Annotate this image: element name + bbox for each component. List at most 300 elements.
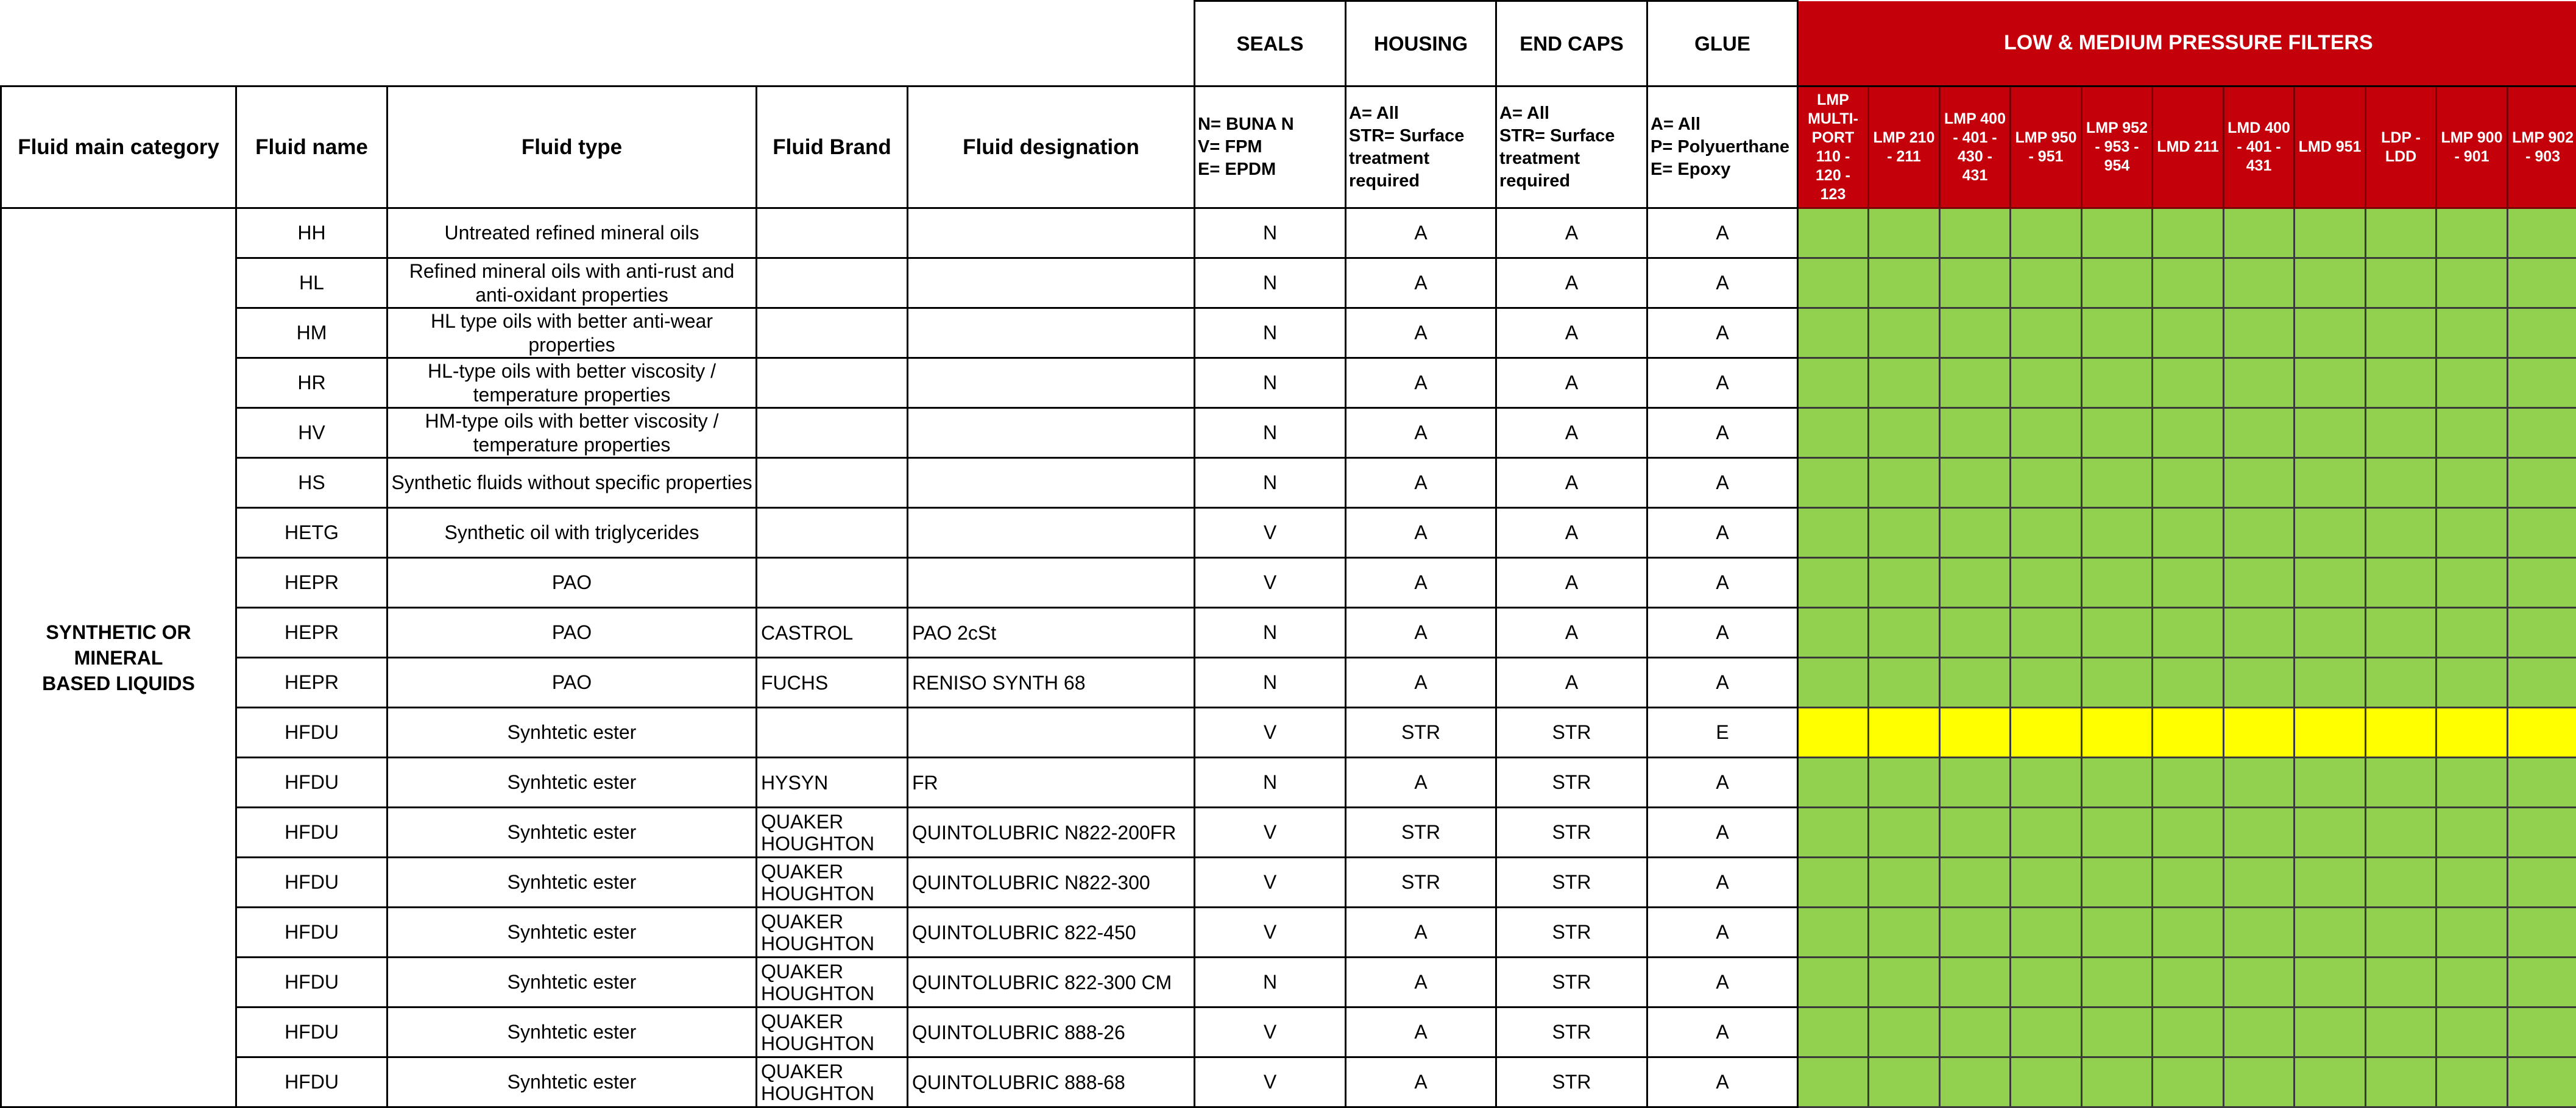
- compatibility-cell: [2082, 358, 2153, 408]
- cell-line: Synhtetic ester: [388, 721, 755, 744]
- compatibility-cell: [2153, 558, 2224, 608]
- fluid-brand-cell: [757, 808, 908, 858]
- legend-line: A= All: [1499, 102, 1646, 125]
- fluid-brand-cell: [757, 1057, 908, 1107]
- compatibility-cell: [1940, 408, 2011, 458]
- end-caps-cell: STR: [1496, 758, 1647, 808]
- fluid-name-cell: HFDU: [236, 1007, 387, 1057]
- compatibility-cell: [1869, 958, 1940, 1007]
- compatibility-cell: [2153, 858, 2224, 908]
- compatibility-cell: [2436, 608, 2508, 658]
- top-header-row: [1, 1, 2576, 86]
- cell-line: LMD 211: [2154, 138, 2221, 157]
- compatibility-cell: [1940, 908, 2011, 958]
- compatibility-cell: [2011, 558, 2082, 608]
- compatibility-cell: [1798, 458, 1869, 508]
- end-caps-cell: A: [1496, 408, 1647, 458]
- cell-line: LMP 900: [2438, 129, 2505, 147]
- compatibility-cell: [2224, 258, 2295, 308]
- fluid-type-cell: [387, 958, 757, 1007]
- fluid-brand-cell: [757, 608, 908, 658]
- legend-line: V= FPM: [1198, 136, 1345, 158]
- compatibility-cell: [2436, 258, 2508, 308]
- end-caps-cell: STR: [1496, 708, 1647, 758]
- filter-header-3: [1940, 86, 2011, 208]
- compatibility-cell: [2224, 308, 2295, 358]
- compatibility-cell: [2153, 1057, 2224, 1107]
- fluid-type-cell: [387, 1057, 757, 1107]
- fluid-brand-cell: [757, 758, 908, 808]
- seals-cell: V: [1195, 558, 1346, 608]
- compatibility-cell: [1940, 758, 2011, 808]
- compatibility-cell: [2011, 908, 2082, 958]
- cell-line: Synhtetic ester: [388, 771, 755, 794]
- compatibility-cell: [1798, 608, 1869, 658]
- cell-line: Synhtetic ester: [388, 820, 755, 844]
- fluid-type-cell: [387, 208, 757, 258]
- fluid-brand-cell: [757, 558, 908, 608]
- cell-line: LMP 950: [2012, 129, 2079, 147]
- cell-line: 431: [1942, 166, 2008, 185]
- cell-line: temperature properties: [388, 383, 755, 407]
- housing-cell: A: [1346, 558, 1496, 608]
- fluid-type-cell: [387, 858, 757, 908]
- housing-cell: STR: [1346, 708, 1496, 758]
- fluid-designation-cell: [908, 408, 1195, 458]
- cell-line: 123: [1800, 185, 1866, 204]
- fluid-type-cell: [387, 508, 757, 558]
- seals-cell: N: [1195, 758, 1346, 808]
- compatibility-cell: [1940, 958, 2011, 1007]
- end-caps-legend: [1496, 86, 1647, 208]
- fluid-name-cell: HEPR: [236, 608, 387, 658]
- compatibility-cell: [1940, 808, 2011, 858]
- legend-line: P= Polyuerthane: [1651, 136, 1797, 158]
- cell-line: MINERAL: [2, 645, 235, 671]
- legend-line: STR= Surface: [1349, 125, 1495, 147]
- filter-header-5: [2082, 86, 2153, 208]
- compatibility-cell: [2011, 608, 2082, 658]
- cell-line: Synhtetic ester: [388, 870, 755, 894]
- housing-cell: A: [1346, 458, 1496, 508]
- fluid-brand-cell: [757, 258, 908, 308]
- compatibility-cell: [1798, 358, 1869, 408]
- glue-cell: A: [1647, 958, 1798, 1007]
- cell-line: SYNTHETIC OR: [2, 619, 235, 645]
- compatibility-cell: [2295, 408, 2366, 458]
- compatibility-cell: [2224, 608, 2295, 658]
- compatibility-cell: [2011, 458, 2082, 508]
- compatibility-cell: [2011, 958, 2082, 1007]
- seals-legend: [1195, 86, 1346, 208]
- table-row: [1, 408, 2576, 458]
- compatibility-cell: [2082, 658, 2153, 708]
- housing-cell: A: [1346, 758, 1496, 808]
- compatibility-cell: [2295, 308, 2366, 358]
- housing-cell: A: [1346, 258, 1496, 308]
- fluid-type-cell: [387, 708, 757, 758]
- cell-line: Synhtetic ester: [388, 1070, 755, 1094]
- compatibility-cell: [1798, 1007, 1869, 1057]
- legend-line: required: [1349, 170, 1495, 192]
- compatibility-cell: [2153, 758, 2224, 808]
- compatibility-cell: [2153, 508, 2224, 558]
- compatibility-cell: [1869, 858, 1940, 908]
- table-row: [1, 608, 2576, 658]
- end-caps-cell: STR: [1496, 858, 1647, 908]
- filters-banner: LOW & MEDIUM PRESSURE FILTERS: [1798, 1, 2576, 86]
- compatibility-cell: [2436, 808, 2508, 858]
- compatibility-cell: [2436, 1057, 2508, 1107]
- cell-line: HOUGHTON: [761, 933, 907, 955]
- compatibility-cell: [1869, 658, 1940, 708]
- fluid-brand-header: Fluid Brand: [757, 86, 908, 208]
- housing-cell: A: [1346, 408, 1496, 458]
- fluid-type-cell: [387, 908, 757, 958]
- end-caps-cell: STR: [1496, 1007, 1647, 1057]
- compatibility-cell: [2153, 408, 2224, 458]
- glue-cell: A: [1647, 258, 1798, 308]
- compatibility-cell: [1869, 908, 1940, 958]
- fluid-brand-cell: [757, 308, 908, 358]
- compatibility-cell: [1798, 808, 1869, 858]
- fluid-designation-cell: [908, 208, 1195, 258]
- seals-cell: V: [1195, 1007, 1346, 1057]
- compatibility-cell: [1798, 858, 1869, 908]
- fluid-designation-cell: RENISO SYNTH 68: [908, 658, 1195, 708]
- compatibility-cell: [2011, 258, 2082, 308]
- housing-cell: STR: [1346, 858, 1496, 908]
- housing-cell: STR: [1346, 808, 1496, 858]
- seals-cell: V: [1195, 858, 1346, 908]
- fluid-type-cell: [387, 558, 757, 608]
- cell-line: PORT: [1800, 129, 1866, 147]
- compatibility-cell: [2508, 408, 2576, 458]
- compatibility-cell: [2436, 358, 2508, 408]
- end-caps-cell: A: [1496, 358, 1647, 408]
- fluid-name-cell: HFDU: [236, 858, 387, 908]
- compatibility-cell: [2366, 258, 2436, 308]
- compatibility-cell: [2224, 208, 2295, 258]
- compatibility-cell: [2011, 758, 2082, 808]
- compatibility-cell: [2224, 458, 2295, 508]
- compatibility-cell: [1940, 658, 2011, 708]
- cell-line: HOUGHTON: [761, 983, 907, 1004]
- housing-cell: A: [1346, 1007, 1496, 1057]
- compatibility-cell: [2508, 858, 2576, 908]
- fluid-type-header: Fluid type: [387, 86, 757, 208]
- fluid-designation-cell: [908, 258, 1195, 308]
- compatibility-cell: [2366, 358, 2436, 408]
- fluid-brand-cell: [757, 658, 908, 708]
- fluid-name-cell: HFDU: [236, 1057, 387, 1107]
- compatibility-cell: [2366, 808, 2436, 858]
- compatibility-cell: [1798, 408, 1869, 458]
- glue-cell: A: [1647, 358, 1798, 408]
- compatibility-cell: [2295, 908, 2366, 958]
- fluid-brand-cell: [757, 208, 908, 258]
- compatibility-cell: [2366, 1057, 2436, 1107]
- fluid-designation-header: Fluid designation: [908, 86, 1195, 208]
- cell-line: PAO: [388, 671, 755, 694]
- legend-line: STR= Surface: [1499, 125, 1646, 147]
- compatibility-cell: [2436, 1007, 2508, 1057]
- compatibility-cell: [1798, 958, 1869, 1007]
- fluid-name-cell: HS: [236, 458, 387, 508]
- glue-cell: A: [1647, 858, 1798, 908]
- cell-line: temperature properties: [388, 433, 755, 457]
- compatibility-cell: [2508, 658, 2576, 708]
- fluid-brand-cell: [757, 508, 908, 558]
- compatibility-cell: [2366, 758, 2436, 808]
- compatibility-cell: [2295, 1007, 2366, 1057]
- cell-line: - 951: [2012, 147, 2079, 166]
- filter-header-8: [2295, 86, 2366, 208]
- compatibility-cell: [2366, 958, 2436, 1007]
- compatibility-cell: [2366, 858, 2436, 908]
- compatibility-cell: [2295, 708, 2366, 758]
- compatibility-cell: [1869, 608, 1940, 658]
- legend-line: E= EPDM: [1198, 158, 1345, 181]
- cell-line: - 401 -: [2226, 138, 2292, 157]
- end-caps-cell: A: [1496, 258, 1647, 308]
- compatibility-cell: [1940, 1007, 2011, 1057]
- seals-cell: N: [1195, 308, 1346, 358]
- seals-cell: V: [1195, 508, 1346, 558]
- compatibility-cell: [2508, 608, 2576, 658]
- end-caps-cell: A: [1496, 508, 1647, 558]
- cell-line: LMP 952: [2084, 119, 2150, 138]
- fluid-name-cell: HFDU: [236, 958, 387, 1007]
- fluid-name-cell: HM: [236, 308, 387, 358]
- compatibility-cell: [2082, 408, 2153, 458]
- fluid-name-cell: HFDU: [236, 908, 387, 958]
- glue-cell: A: [1647, 1007, 1798, 1057]
- compatibility-cell: [1869, 458, 1940, 508]
- compatibility-cell: [1798, 208, 1869, 258]
- fluid-name-cell: HEPR: [236, 658, 387, 708]
- glue-cell: A: [1647, 758, 1798, 808]
- seals-cell: N: [1195, 258, 1346, 308]
- cell-line: Synthetic oil with triglycerides: [388, 521, 755, 545]
- cell-line: PAO: [388, 621, 755, 644]
- fluid-designation-cell: QUINTOLUBRIC 888-68: [908, 1057, 1195, 1107]
- compatibility-cell: [2011, 308, 2082, 358]
- compatibility-cell: [2366, 408, 2436, 458]
- compatibility-cell: [2153, 358, 2224, 408]
- seals-header: SEALS: [1195, 1, 1346, 86]
- cell-line: Synhtetic ester: [388, 1020, 755, 1044]
- compatibility-cell: [2366, 708, 2436, 758]
- fluid-name-cell: HH: [236, 208, 387, 258]
- table-row: [1, 958, 2576, 1007]
- table-row: [1, 258, 2576, 308]
- fluid-type-cell: [387, 308, 757, 358]
- cell-line: Synthetic fluids without specific properties: [388, 471, 755, 495]
- housing-cell: A: [1346, 208, 1496, 258]
- end-caps-cell: A: [1496, 308, 1647, 358]
- fluid-type-cell: [387, 658, 757, 708]
- compatibility-cell: [1940, 258, 2011, 308]
- table-row: [1, 508, 2576, 558]
- compatibility-cell: [1798, 258, 1869, 308]
- table-row: [1, 758, 2576, 808]
- table-row: [1, 358, 2576, 408]
- cell-line: FUCHS: [761, 672, 907, 694]
- compatibility-cell: [2295, 758, 2366, 808]
- cell-line: - 903: [2510, 147, 2576, 166]
- end-caps-header: END CAPS: [1496, 1, 1647, 86]
- fluid-type-cell: [387, 408, 757, 458]
- cell-line: - 401 -: [1942, 129, 2008, 147]
- end-caps-cell: STR: [1496, 1057, 1647, 1107]
- compatibility-cell: [2011, 1057, 2082, 1107]
- compatibility-cell: [2224, 558, 2295, 608]
- compatibility-cell: [2436, 958, 2508, 1007]
- fluid-type-cell: [387, 608, 757, 658]
- filter-header-7: [2224, 86, 2295, 208]
- cell-line: - 901: [2438, 147, 2505, 166]
- compatibility-cell: [2508, 1007, 2576, 1057]
- fluid-brand-cell: [757, 858, 908, 908]
- compatibility-cell: [2011, 658, 2082, 708]
- seals-cell: V: [1195, 808, 1346, 858]
- compatibility-cell: [2508, 308, 2576, 358]
- seals-cell: N: [1195, 958, 1346, 1007]
- compatibility-cell: [2153, 458, 2224, 508]
- compatibility-cell: [2295, 558, 2366, 608]
- compatibility-cell: [2366, 458, 2436, 508]
- fluid-designation-cell: [908, 458, 1195, 508]
- compatibility-cell: [2224, 908, 2295, 958]
- compatibility-cell: [2011, 408, 2082, 458]
- cell-line: LMP 902: [2510, 129, 2576, 147]
- compatibility-cell: [2295, 808, 2366, 858]
- cell-line: LMP 210: [1870, 129, 1937, 147]
- seals-cell: N: [1195, 408, 1346, 458]
- compatibility-cell: [1798, 558, 1869, 608]
- legend-line: E= Epoxy: [1651, 158, 1797, 181]
- compatibility-cell: [2508, 958, 2576, 1007]
- legend-line: A= All: [1349, 102, 1495, 125]
- compatibility-cell: [2082, 808, 2153, 858]
- housing-cell: A: [1346, 958, 1496, 1007]
- fluid-name-cell: HFDU: [236, 708, 387, 758]
- compatibility-cell: [2436, 208, 2508, 258]
- compatibility-cell: [2153, 308, 2224, 358]
- compatibility-cell: [2508, 1057, 2576, 1107]
- cell-line: - 953 -: [2084, 138, 2150, 157]
- legend-line: treatment: [1349, 147, 1495, 170]
- fluid-name-cell: HETG: [236, 508, 387, 558]
- compatibility-cell: [2153, 258, 2224, 308]
- compatibility-cell: [1940, 458, 2011, 508]
- cell-line: HL type oils with better anti-wear: [388, 309, 755, 333]
- compatibility-cell: [2224, 358, 2295, 408]
- cell-line: CASTROL: [761, 622, 907, 644]
- compatibility-cell: [2224, 708, 2295, 758]
- compatibility-cell: [2508, 508, 2576, 558]
- table-row: [1, 858, 2576, 908]
- compatibility-cell: [1869, 1007, 1940, 1057]
- compatibility-cell: [2366, 608, 2436, 658]
- compatibility-cell: [2295, 508, 2366, 558]
- compatibility-cell: [1869, 1057, 1940, 1107]
- compatibility-cell: [2224, 408, 2295, 458]
- cell-line: HOUGHTON: [761, 883, 907, 905]
- glue-cell: A: [1647, 608, 1798, 658]
- glue-header: GLUE: [1647, 1, 1798, 86]
- compatibility-cell: [2082, 558, 2153, 608]
- glue-cell: A: [1647, 908, 1798, 958]
- compatibility-cell: [2224, 958, 2295, 1007]
- seals-cell: N: [1195, 358, 1346, 408]
- cell-line: 430 -: [1942, 147, 2008, 166]
- compatibility-cell: [1798, 1057, 1869, 1107]
- compatibility-cell: [2366, 1007, 2436, 1057]
- compatibility-cell: [2436, 658, 2508, 708]
- compatibility-cell: [2011, 1007, 2082, 1057]
- compatibility-cell: [2508, 808, 2576, 858]
- fluid-name-cell: HFDU: [236, 758, 387, 808]
- compatibility-cell: [1798, 758, 1869, 808]
- table-row: [1, 658, 2576, 708]
- end-caps-cell: STR: [1496, 958, 1647, 1007]
- cell-line: LMP: [1800, 91, 1866, 110]
- compatibility-cell: [2508, 458, 2576, 508]
- compatibility-cell: [1798, 658, 1869, 708]
- fluid-brand-cell: [757, 908, 908, 958]
- fluid-designation-cell: FR: [908, 758, 1195, 808]
- compatibility-cell: [1940, 208, 2011, 258]
- legend-line: A= All: [1651, 113, 1797, 136]
- compatibility-cell: [2082, 1007, 2153, 1057]
- compatibility-cell: [2366, 208, 2436, 258]
- fluid-name-cell: HV: [236, 408, 387, 458]
- compatibility-cell: [2366, 658, 2436, 708]
- compatibility-cell: [2011, 858, 2082, 908]
- cell-line: PAO: [388, 571, 755, 595]
- compatibility-cell: [2508, 258, 2576, 308]
- cell-line: QUAKER: [761, 861, 907, 883]
- cell-line: QUAKER: [761, 1011, 907, 1032]
- compatibility-cell: [2508, 208, 2576, 258]
- compatibility-cell: [2295, 958, 2366, 1007]
- seals-cell: N: [1195, 458, 1346, 508]
- housing-cell: A: [1346, 608, 1496, 658]
- compatibility-cell: [2082, 208, 2153, 258]
- fluid-brand-cell: [757, 458, 908, 508]
- glue-legend: [1647, 86, 1798, 208]
- compatibility-cell: [1869, 208, 1940, 258]
- compatibility-cell: [2295, 1057, 2366, 1107]
- housing-cell: A: [1346, 308, 1496, 358]
- compatibility-cell: [2295, 358, 2366, 408]
- glue-cell: A: [1647, 458, 1798, 508]
- cell-line: HOUGHTON: [761, 1082, 907, 1104]
- compatibility-cell: [1940, 358, 2011, 408]
- legend-line: N= BUNA N: [1198, 113, 1345, 136]
- fluid-name-cell: HL: [236, 258, 387, 308]
- fluid-designation-cell: [908, 708, 1195, 758]
- housing-cell: A: [1346, 1057, 1496, 1107]
- compatibility-cell: [2436, 858, 2508, 908]
- housing-header: HOUSING: [1346, 1, 1496, 86]
- compatibility-cell: [2011, 808, 2082, 858]
- cell-line: HOUGHTON: [761, 1032, 907, 1054]
- compatibility-cell: [2436, 458, 2508, 508]
- fluid-type-cell: [387, 358, 757, 408]
